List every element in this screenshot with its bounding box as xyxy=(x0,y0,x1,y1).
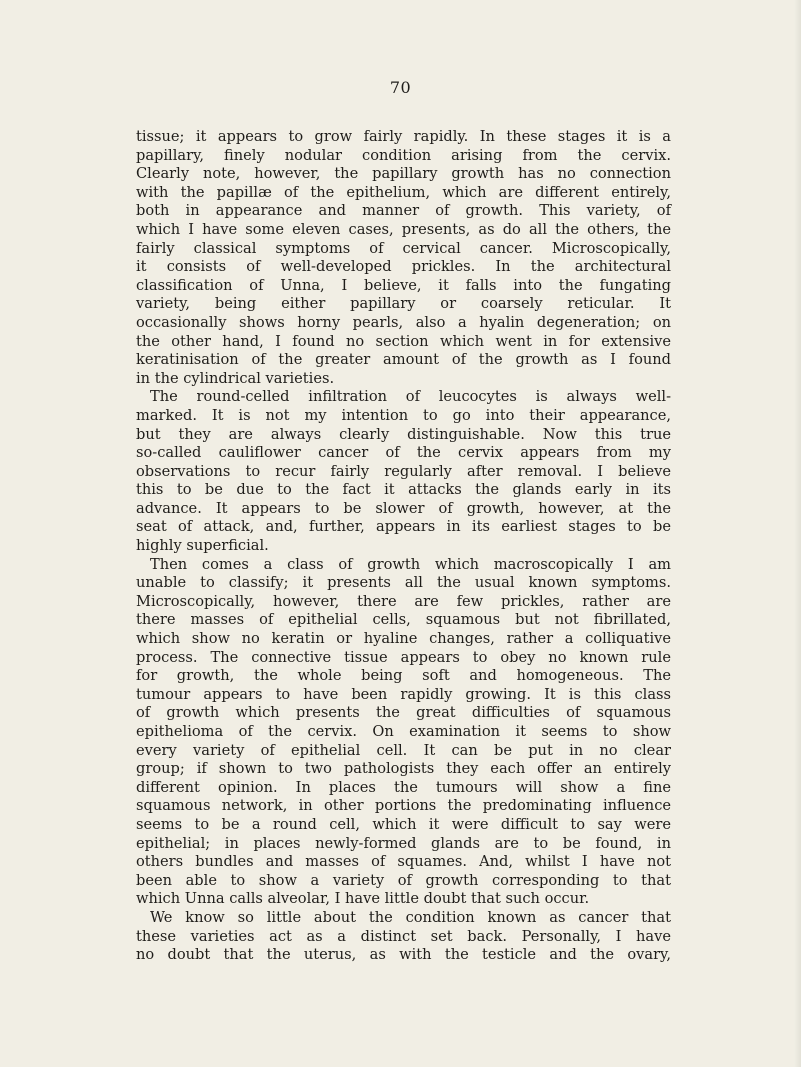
text-line: which Unna calls alveolar, I have little doubt that such occur. xyxy=(136,890,590,908)
body-text xyxy=(136,128,671,965)
text-line: with the papillæ of the epithelium, which are different entirely, xyxy=(136,183,671,201)
text-line: these varieties act as a distinct set back. Personally, I have xyxy=(136,927,671,945)
text-line: which show no keratin or hyaline changes, rather a colliquative xyxy=(136,630,671,648)
text-line: others bundles and masses of squames. And, whilst I have not xyxy=(136,853,671,871)
text-line: of growth which presents the great difficulties of squamous xyxy=(136,704,671,722)
text-line: both in appearance and manner of growth. This variety, of xyxy=(136,202,671,220)
text-line: seems to be a round cell, which it were difficult to say were xyxy=(136,815,671,833)
text-line: for growth, the whole being soft and homogeneous. The xyxy=(136,667,671,685)
text-line: process. The connective tissue appears to obey no known rule xyxy=(136,648,671,666)
text-line: We know so little about the condition known as cancer that xyxy=(150,908,671,926)
text-line: in the cylindrical varieties. xyxy=(136,369,335,387)
text-line: the other hand, I found no section which went in for extensive xyxy=(136,332,671,350)
text-line: Clearly note, however, the papillary growth has no connection xyxy=(136,165,671,183)
text-line: occasionally shows horny pearls, also a hyalin degeneration; on xyxy=(136,313,671,331)
text-line: classification of Unna, I believe, it falls into the fungating xyxy=(136,276,671,294)
text-line: Then comes a class of growth which macroscopically I am xyxy=(150,555,671,573)
text-line: advance. It appears to be slower of growth, however, at the xyxy=(136,499,671,517)
text-line: unable to classify; it presents all the usual known symptoms. xyxy=(136,574,671,592)
text-line: tumour appears to have been rapidly growing. It is this class xyxy=(136,685,671,703)
text-line: epithelial; in places newly-formed glands are to be found, in xyxy=(136,834,671,852)
text-line: so-called cauliflower cancer of the cervix appears from my xyxy=(136,444,671,462)
text-line: which I have some eleven cases, presents, as do all the others, the xyxy=(136,220,671,238)
text-line: observations to recur fairly regularly after removal. I believe xyxy=(136,462,671,480)
text-line: epithelioma of the cervix. On examination it seems to show xyxy=(136,723,671,740)
text-line: fairly classical symptoms of cervical cancer. Microscopically, xyxy=(136,239,671,257)
text-line: squamous network, in other portions the predominating influence xyxy=(136,797,671,815)
text-line: no doubt that the uterus, as with the testicle and the ovary, xyxy=(136,946,671,964)
text-line: tissue; it appears to grow fairly rapidly. In these stages it is a xyxy=(136,128,671,145)
text-line: every variety of epithelial cell. It can be put in no clear xyxy=(136,741,671,759)
text-line: it consists of well-developed prickles. In the architectural xyxy=(136,258,671,276)
text-line: group; if shown to two pathologists they each offer an entirely xyxy=(136,760,671,778)
text-line: seat of attack, and, further, appears in its earliest stages to be xyxy=(136,518,671,536)
text-line: The round-celled infiltration of leucocytes is always well- xyxy=(150,388,671,406)
text-line: keratinisation of the greater amount of the growth as I found xyxy=(136,351,671,369)
text-line: but they are always clearly distinguishable. Now this true xyxy=(136,425,671,443)
text-line: there masses of epithelial cells, squamous but not fibrillated, xyxy=(136,611,671,629)
text-line: papillary, finely nodular condition arising from the cervix. xyxy=(136,146,671,164)
text-line: highly superficial. xyxy=(136,537,269,555)
text-line: variety, being either papillary or coarsely reticular. It xyxy=(136,295,671,313)
text-line: been able to show a variety of growth corresponding to that xyxy=(136,871,671,889)
text-line: Microscopically, however, there are few prickles, rather are xyxy=(136,592,671,610)
page-number: 70 xyxy=(389,78,412,97)
text-line: this to be due to the fact it attacks the glands early in its xyxy=(136,481,671,499)
text-line: different opinion. In places the tumours will show a fine xyxy=(136,778,671,796)
text-line: marked. It is not my intention to go into their appearance, xyxy=(136,406,671,424)
